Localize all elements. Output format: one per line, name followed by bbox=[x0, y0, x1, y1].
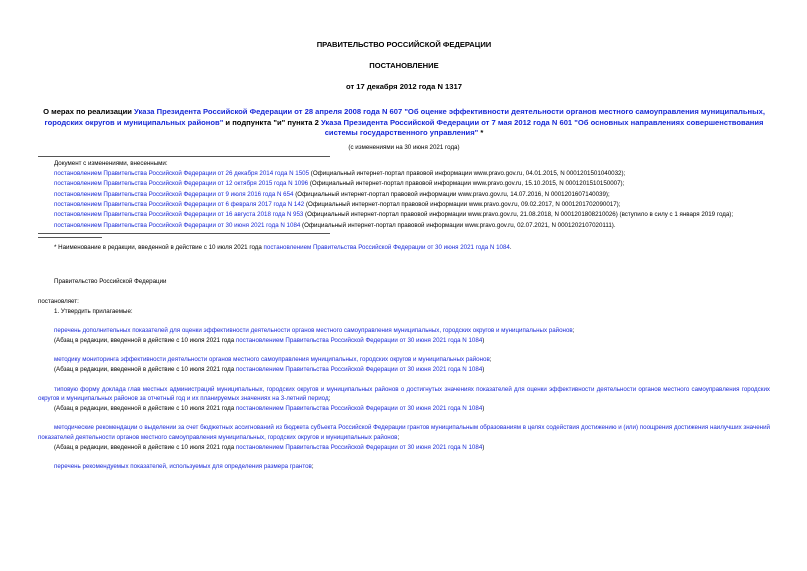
doc-change-text: (Официальный интернет-портал правовой информации www.pravo.gov.ru, 02.07.2021, N 0001202107020111). bbox=[300, 221, 616, 229]
doc-change-item bbox=[38, 200, 770, 210]
government-heading: ПРАВИТЕЛЬСТВО РОССИЙСКОЙ ФЕДЕРАЦИИ bbox=[316, 40, 492, 49]
list-item-end: ; bbox=[489, 356, 492, 364]
link-additional-indicators[interactable]: перечень дополнительных показателей для оценки эффективности деятельности органов местного самоуправления муниципальных, городских округов и муниципальных районов bbox=[54, 327, 573, 335]
edit-note-prefix: (Абзац в редакции, введенной в действие с 10 июля 2021 года bbox=[54, 404, 236, 412]
edit-note-suffix: ) bbox=[482, 336, 485, 344]
doc-change-text: (Официальный интернет-портал правовой информации www.pravo.gov.ru, 04.01.2015, N 0001201501040032); bbox=[309, 170, 626, 178]
divider-bottom bbox=[38, 233, 330, 234]
doc-change-text: (Официальный интернет-портал правовой информации www.pravo.gov.ru, 14.07.2016, N 0001201607140039); bbox=[293, 190, 610, 198]
edit-note-prefix: (Абзац в редакции, введенной в действие с 10 июля 2021 года bbox=[54, 366, 236, 374]
edit-note-link[interactable]: постановлением Правительства Российской Федерации от 30 июня 2021 года N 1084 bbox=[235, 366, 483, 374]
edit-note-suffix: ) bbox=[482, 404, 485, 412]
doc-change-link[interactable]: постановлением Правительства Российской Федерации от 26 декабря 2014 года N 1505 bbox=[54, 170, 310, 178]
item-1-text: 1. Утвердить прилагаемые: bbox=[54, 307, 133, 315]
footnote-end: . bbox=[509, 243, 512, 251]
footnote bbox=[38, 243, 770, 253]
doc-change-text: (Официальный интернет-портал правовой информации www.pravo.gov.ru, 21.08.2018, N 0001201808210026) (вступило в силу с 1 января 2019 года); bbox=[303, 211, 734, 219]
edit-note-suffix: ) bbox=[482, 443, 485, 451]
footnote-text: * Наименование в редакции, введенной в действие с 10 июля 2021 года bbox=[54, 243, 264, 251]
doc-change-item bbox=[38, 221, 770, 231]
title-part-3: * bbox=[478, 128, 484, 138]
title-part-2: и подпункта "и" пункта 2 bbox=[223, 117, 321, 127]
edit-note-prefix: (Абзац в редакции, введенной в действие с 10 июля 2021 года bbox=[54, 443, 236, 451]
list-item-grant-recommendations bbox=[38, 423, 770, 442]
document-type-heading: ПОСТАНОВЛЕНИЕ bbox=[369, 61, 439, 70]
list-item-end: ; bbox=[328, 395, 331, 403]
doc-changes-heading: Документ с изменениями, внесенными: bbox=[54, 159, 168, 167]
doc-change-link[interactable]: постановлением Правительства Российской Федерации от 9 июля 2016 года N 654 bbox=[54, 190, 294, 198]
doc-change-text: (Официальный интернет-портал правовой информации www.pravo.gov.ru, 15.10.2015, N 0001201510150007); bbox=[308, 180, 625, 188]
doc-change-item bbox=[38, 190, 770, 200]
decrees-text: постановляет: bbox=[38, 298, 79, 306]
link-monitoring-method[interactable]: методику мониторинга эффективности деятельности органов местного самоуправления муниципальных, городских округов и муниципальных районов bbox=[54, 356, 490, 364]
list-item-report-form bbox=[38, 385, 770, 404]
list-item-monitoring-method bbox=[38, 355, 770, 365]
edit-note-link[interactable]: постановлением Правительства Российской Федерации от 30 июня 2021 года N 1084 bbox=[235, 336, 483, 344]
list-item-grant-indicators bbox=[38, 462, 770, 472]
title-link-decree-607[interactable]: Указа Президента Российской Федерации от 28 апреля 2008 года N 607 "Об оценке эффективности деятельности органов местного самоуправления муниципальных, городских округов и муниципальных районов" bbox=[44, 107, 765, 127]
title-link-decree-601[interactable]: Указа Президента Российской Федерации от 7 мая 2012 года N 601 "Об основных направлениях совершенствования системы государственного управления" bbox=[320, 117, 764, 138]
title-part-1: О мерах по реализации bbox=[43, 107, 135, 116]
doc-change-link[interactable]: постановлением Правительства Российской Федерации от 30 июня 2021 года N 1084 bbox=[54, 221, 301, 229]
document-date-number: от 17 декабря 2012 года N 1317 bbox=[346, 82, 462, 91]
link-grant-indicators[interactable]: перечень рекомендуемых показателей, используемых для определения размера грантов bbox=[54, 463, 312, 471]
edit-note-prefix: (Абзац в редакции, введенной в действие с 10 июля 2021 года bbox=[54, 336, 236, 344]
document-page bbox=[38, 40, 770, 472]
changes-date-note: (с изменениями на 30 июня 2021 года) bbox=[348, 143, 460, 151]
document-title bbox=[42, 107, 766, 139]
list-item-end: ; bbox=[572, 327, 575, 335]
doc-change-link[interactable]: постановлением Правительства Российской Федерации от 12 октября 2015 года N 1096 bbox=[54, 180, 309, 188]
list-item-end: ; bbox=[397, 433, 400, 441]
edit-note bbox=[38, 365, 770, 375]
doc-change-link[interactable]: постановлением Правительства Российской Федерации от 6 февраля 2017 года N 142 bbox=[54, 200, 305, 208]
doc-change-item bbox=[38, 210, 770, 220]
edit-note bbox=[38, 443, 770, 453]
footnote-link[interactable]: постановлением Правительства Российской Федерации от 30 июня 2021 года N 1084 bbox=[263, 243, 510, 251]
doc-changes-list bbox=[38, 159, 770, 231]
doc-change-text: (Официальный интернет-портал правовой информации www.pravo.gov.ru, 09.02.2017, N 0001201702090017); bbox=[304, 200, 621, 208]
edit-note bbox=[38, 404, 770, 414]
doc-change-item bbox=[38, 179, 770, 189]
link-report-form[interactable]: типовую форму доклада глав местных администраций муниципальных, городских округов и муниципальных районов о достигнутых значениях показателей для оценки эффективности деятельности органов местного самоуправления городских округов и муниципальных районов за отчетный год и их планируемых значениях на 3-летний период bbox=[38, 385, 770, 403]
divider-top bbox=[38, 156, 330, 157]
link-grant-recommendations[interactable]: методические рекомендации о выделении за счет бюджетных ассигнований из бюджета субъекта Российской Федерации грантов муниципальным образованиям в целях содействия достижению и (или) поощрения достижения наилучших значений показателей деятельности органов местного самоуправления муниципальных, городских округов и муниципальных районов bbox=[38, 424, 770, 441]
issuer-text: Правительство Российской Федерации bbox=[54, 278, 167, 286]
edit-note-suffix: ) bbox=[482, 366, 485, 374]
doc-change-item bbox=[38, 169, 770, 179]
edit-note-link[interactable]: постановлением Правительства Российской Федерации от 30 июня 2021 года N 1084 bbox=[235, 443, 483, 451]
edit-note-link[interactable]: постановлением Правительства Российской Федерации от 30 июня 2021 года N 1084 bbox=[235, 404, 483, 412]
doc-change-link[interactable]: постановлением Правительства Российской Федерации от 16 августа 2018 года N 953 bbox=[54, 211, 304, 219]
edit-note bbox=[38, 336, 770, 346]
list-item-end: ; bbox=[311, 463, 314, 471]
list-item-additional-indicators bbox=[38, 326, 770, 336]
footnote-divider bbox=[38, 237, 102, 238]
